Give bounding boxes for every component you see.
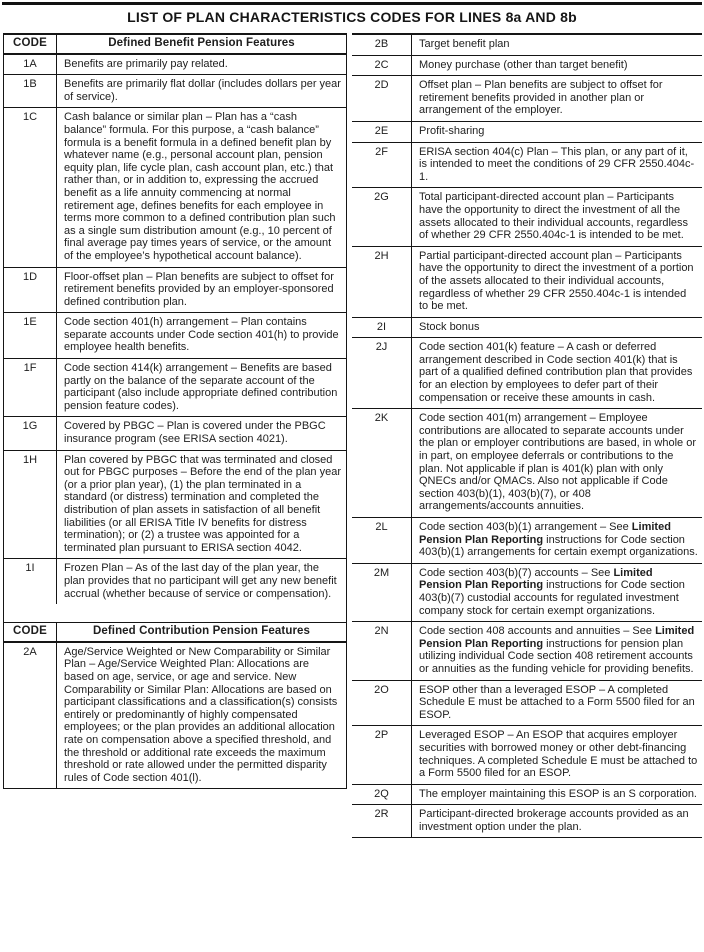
text-segment: Code section 403(b)(7) accounts – See xyxy=(419,566,614,579)
table-row xyxy=(4,451,346,560)
code-cell: 1A xyxy=(4,55,57,75)
desc-cell: The employer maintaining this ESOP is an S corporation. xyxy=(419,787,697,800)
desc-cell: Benefits are primarily flat dollar (includes dollars per year of service). xyxy=(64,78,341,103)
table-row xyxy=(352,56,702,77)
table-row xyxy=(352,518,702,564)
desc-cell: Code section 401(k) feature – A cash or deferred arrangement described in Code section 401(k) that is part of a qualified defined contribution plan that provides for an election by employees to defer part of their compensation or receive these amounts in cash. xyxy=(419,341,693,404)
text-segment: instructions for Code section 403(b)(1) arrangements for certain exempt organizations. xyxy=(419,533,698,559)
code-cell: 2D xyxy=(352,76,412,121)
table-row xyxy=(4,55,346,76)
desc-cell: Cash balance or similar plan – Plan has a “cash balance” formula. For this purpose, a “cash balance” formula is a benefit formula in a defined benefit plan by whatever name (e.g., personal account plan, pension equity plan, life cycle plan, cash account plan, etc.) that rather than, or in addition to, expressing the accrued benefit as a life annuity commencing at normal retirement age, defines benefits for each employee in terms more common to a defined contribution plan such as a single sum distribution amount (e.g., 10 percent of final average pay times years of service, or the amount of the employee’s hypothetical account balance). xyxy=(64,111,336,262)
table-section-header xyxy=(4,35,346,55)
text-segment: Code section 403(b)(1) arrangement – See xyxy=(419,521,632,533)
table-row xyxy=(4,559,346,623)
code-cell: 2M xyxy=(352,564,412,621)
left-codes-table xyxy=(3,33,347,789)
table-row xyxy=(4,417,346,450)
code-cell: 2H xyxy=(352,247,412,317)
code-cell: 2E xyxy=(352,122,412,142)
page-title: LIST OF PLAN CHARACTERISTICS CODES FOR LINES 8a AND 8b xyxy=(127,9,577,25)
text-segment: instructions for Code section 403(b)(7) custodial accounts for regulated investment company stock for certain exempt organizations. xyxy=(419,579,685,617)
code-header-label: CODE xyxy=(4,623,57,641)
code-cell: 1I xyxy=(4,559,57,604)
desc-cell: Benefits are primarily pay related. xyxy=(64,57,228,70)
table-row xyxy=(352,409,702,518)
desc-cell: Code section 401(m) arrangement – Employee contributions are allocated to separate accounts under the plan or employer contributions are based, in whole or in part, on employee deferrals or contributions to the plan. Not applicable if plan is 401(k) plan with only QNECs and/or QMACs. Also not applicable if Code section 403(b)(1), 403(b)(7), or 408 arrangements/accounts annuities. xyxy=(419,412,696,513)
desc-cell: ESOP other than a leveraged ESOP – A completed Schedule E must be attached to a Form 5500 filed for an ESOP. xyxy=(419,683,695,721)
code-cell: 2P xyxy=(352,726,412,783)
desc-cell: Total participant-directed account plan – Participants have the opportunity to direct the investment of all the assets allocated to their individual accounts, regardless of whether 29 CFR 2550.404c-1 is intended to be met. xyxy=(419,191,689,242)
desc-cell: Profit-sharing xyxy=(419,124,485,137)
table-row xyxy=(4,108,346,267)
code-cell: 2Q xyxy=(352,785,412,805)
desc-cell xyxy=(412,622,702,679)
desc-cell: Stock bonus xyxy=(419,320,480,333)
top-horizontal-rule xyxy=(2,2,702,5)
bold-text-segment: Limited Pension Plan Reporting xyxy=(419,566,653,592)
desc-cell: Floor-offset plan – Plan benefits are subject to offset for retirement benefits provided by an employer-sponsored defined contribution plan. xyxy=(64,270,334,308)
code-header-label: CODE xyxy=(4,35,57,53)
table-row xyxy=(352,622,702,680)
table-row xyxy=(4,643,346,790)
code-cell: 2L xyxy=(352,518,412,563)
desc-cell xyxy=(412,518,702,563)
code-cell: 1E xyxy=(4,313,57,358)
code-cell: 2G xyxy=(352,188,412,245)
code-cell: 1C xyxy=(4,108,57,266)
table-row xyxy=(4,313,346,359)
code-cell: 1G xyxy=(4,417,57,449)
text-segment: instructions for pension plan utilizing individual Code section 408 retirement accounts or annuities as the funding vehicle for providing benefits. xyxy=(419,637,694,675)
table-row xyxy=(352,247,702,318)
table-row xyxy=(4,359,346,417)
table-row xyxy=(352,188,702,246)
desc-cell xyxy=(412,564,702,621)
desc-cell: Leveraged ESOP – An ESOP that acquires employer securities with borrowed money or other debt-financing techniques. A completed Schedule E must be attached to a Form 5500 filed for an ESOP. xyxy=(419,729,698,780)
desc-cell: Covered by PBGC – Plan is covered under the PBGC insurance program (see ERISA section 4021). xyxy=(64,420,326,446)
desc-cell: Code section 401(h) arrangement – Plan contains separate accounts under Code section 401(h) to provide employee health benefits. xyxy=(64,316,339,354)
table-row xyxy=(352,338,702,409)
code-cell: 1F xyxy=(4,359,57,416)
table-row xyxy=(352,318,702,339)
bold-text-segment: Limited Pension Plan Reporting xyxy=(419,625,695,650)
code-cell: 2A xyxy=(4,643,57,789)
desc-cell: Money purchase (other than target benefit) xyxy=(419,58,628,71)
table-row xyxy=(352,726,702,784)
code-cell: 2C xyxy=(352,56,412,76)
desc-cell: Target benefit plan xyxy=(419,38,510,50)
code-cell: 2K xyxy=(352,409,412,517)
code-cell: 2N xyxy=(352,622,412,679)
code-cell: 2B xyxy=(352,35,412,55)
code-cell: 2R xyxy=(352,805,412,837)
table-row xyxy=(4,75,346,108)
desc-cell: ERISA section 404(c) Plan – This plan, or any part of it, is intended to meet the conditions of 29 CFR 2550.404c-1. xyxy=(419,145,695,183)
table-row xyxy=(352,143,702,189)
desc-cell: Partial participant-directed account plan – Participants have the opportunity to direct the investment of a portion of the assets allocated to their individual accounts, regardless of whether 29 CFR 2550.404c-1 is intended to be met. xyxy=(419,249,694,313)
table-section-header xyxy=(4,623,346,643)
code-cell: 2J xyxy=(352,338,412,408)
table-row xyxy=(352,681,702,727)
code-cell: 2I xyxy=(352,318,412,338)
code-cell: 1D xyxy=(4,268,57,313)
section-title: Defined Contribution Pension Features xyxy=(92,625,311,638)
desc-cell: Age/Service Weighted or New Comparability or Similar Plan – Age/Service Weighted Plan: Allocations are based on age, service, or age and service. New Comparability or Similar Plan: Allocations are based on participant classifications and a classification(s) consists entirely or predominantly of highly compensated employees; or the plan provides an additional allocation rate on compensation above a specified threshold, and the threshold or additional rate exceeds the maximum threshold or rate allowed under the permitted disparity rules of Code section 401(l). xyxy=(64,645,338,784)
table-row xyxy=(352,122,702,143)
code-cell: 1B xyxy=(4,75,57,107)
right-codes-table xyxy=(352,33,702,838)
section-title: Defined Benefit Pension Features xyxy=(108,37,295,49)
code-cell: 1H xyxy=(4,451,57,559)
bold-text-segment: Limited Pension Plan Reporting xyxy=(419,521,671,546)
text-segment: Code section 408 accounts and annuities – See xyxy=(419,625,656,638)
table-row xyxy=(352,35,702,56)
code-cell: 2O xyxy=(352,681,412,726)
table-row xyxy=(352,785,702,806)
table-row xyxy=(352,805,702,838)
table-row xyxy=(4,268,346,314)
desc-cell: Frozen Plan – As of the last day of the plan year, the plan provides that no participant will get any new benefit accrual (whether because of service or compensation). xyxy=(64,562,337,600)
desc-cell: Plan covered by PBGC that was terminated and closed out for PBGC purposes – Before the end of the plan year (or a prior plan year), (1) the plan terminated in a standard (or distress) termination and completed the distribution of plan assets in satisfaction of all benefit liabilities (or all ERISA Title IV benefits for distress termination); or (2) a trustee was appointed for a terminated plan pursuant to ERISA section 4042. xyxy=(64,453,342,554)
desc-cell: Participant-directed brokerage accounts provided as an investment option under the plan. xyxy=(419,808,689,833)
table-row xyxy=(352,564,702,622)
desc-cell: Code section 414(k) arrangement – Benefits are based partly on the balance of the separate account of the participant (also include appropriate defined contribution pension feature codes). xyxy=(64,362,338,412)
desc-cell: Offset plan – Plan benefits are subject to offset for retirement benefits provided in another plan or arrangement of the employer. xyxy=(419,79,663,117)
table-row xyxy=(352,76,702,122)
code-cell: 2F xyxy=(352,143,412,188)
